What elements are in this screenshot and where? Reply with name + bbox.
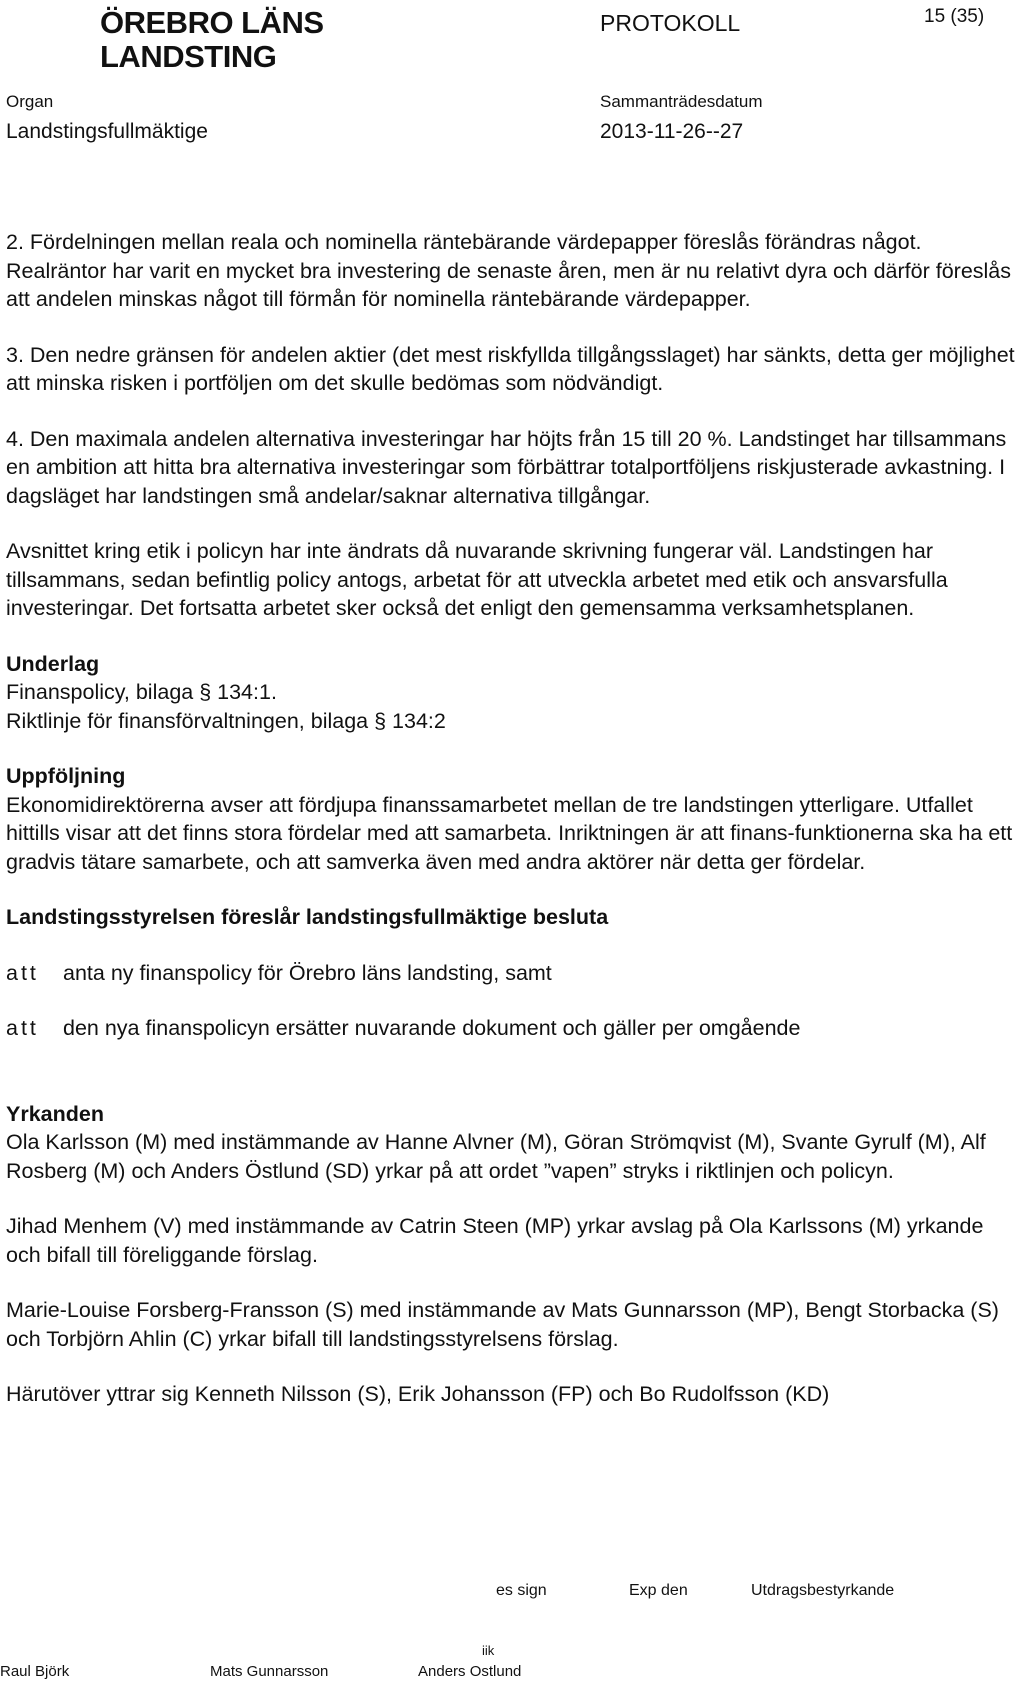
point-2-paragraph: 2. Fördelningen mellan reala och nominella räntebärande värdepapper föreslås förändras något. Realräntor har varit en mycket bra investering de senaste åren, men är nu relativt dyra och därför föreslås att andelen minskas något till förmån för nominella räntebärande värdepapper. bbox=[6, 230, 1012, 311]
footer-name-3: Anders Ostlund bbox=[418, 1663, 522, 1680]
underlag-heading: Underlag bbox=[6, 651, 100, 676]
underlag-item-2: Riktlinje för finansförvaltningen, bilaga § 134:2 bbox=[6, 708, 446, 733]
page-number: 15 (35) bbox=[924, 6, 985, 27]
att-clause-1 bbox=[6, 959, 1020, 988]
yrkande-paragraph-2: Jihad Menhem (V) med instämmande av Catrin Steen (MP) yrkar avslag på Ola Karlssons (M) yrkande och bifall till föreliggande förslag. bbox=[6, 1214, 984, 1267]
footer-utdrag-label: Utdragsbestyrkande bbox=[751, 1582, 895, 1599]
point-4-paragraph: 4. Den maximala andelen alternativa investeringar har höjts från 15 till 20 %. Landstinget har tillsammans en ambition att hitta bra alternativa investeringar som förbättrar totalportföljens riskjusterade avkastning. I dagsläget har landstingen små andelar/saknar alternativa tillgångar. bbox=[6, 426, 1007, 508]
yrkande-paragraph-1: Ola Karlsson (M) med instämmande av Hanne Alvner (M), Göran Strömqvist (M), Svante Gyrulf (M), Alf Rosberg (M) och Anders Östlund (SD) yrkar på att ordet ”vapen” stryks i riktlinjen och policyn. bbox=[6, 1130, 986, 1183]
uppfoljning-paragraph: Ekonomidirektörerna avser att fördjupa finanssamarbetet mellan de tre landstingen ytterligare. Utfallet hittills visar att det finns stora fördelar med att samarbeta. Inriktningen är att finans-funktionerna ska ha ett gradvis tätare samarbete, och att samverka även med andra aktörer när detta ger fördelar. bbox=[6, 792, 1013, 874]
organization-name bbox=[100, 6, 324, 74]
yrkande-paragraph-4: Härutöver yttrar sig Kenneth Nilsson (S), Erik Johansson (FP) och Bo Rudolfsson (KD) bbox=[6, 1382, 830, 1406]
footer-sign-label: es sign bbox=[496, 1582, 547, 1599]
proposal-heading: Landstingsstyrelsen föreslår landstingsfullmäktige besluta bbox=[6, 905, 609, 929]
organ-label: Organ bbox=[6, 92, 54, 111]
ethics-paragraph: Avsnittet kring etik i policyn har inte ändrats då nuvarande skrivning fungerar väl. Landstingen har tillsammans, sedan befintlig policy antogs, arbetat för att utveckla arbetet med etik och ansvarsfulla investeringar. Det fortsatta arbetet sker också det enligt den gemensamma verksamhetsplanen. bbox=[6, 539, 948, 620]
meeting-date-value: 2013-11-26--27 bbox=[600, 120, 744, 143]
footer-name-2: Mats Gunnarsson bbox=[210, 1663, 329, 1680]
point-3-paragraph: 3. Den nedre gränsen för andelen aktier (det mest riskfyllda tillgångsslaget) har sänkts, detta ger möjlighet att minska risken i portföljen om det skulle bedömas som nödvändigt. bbox=[6, 342, 1015, 395]
att-clause-text: anta ny finanspolicy för Örebro läns landsting, samt bbox=[63, 960, 552, 985]
att-clause-text: den nya finanspolicyn ersätter nuvarande dokument och gäller per omgående bbox=[63, 1016, 801, 1040]
organization-name-line2: LANDSTING bbox=[100, 39, 277, 74]
yrkanden-heading: Yrkanden bbox=[6, 1101, 104, 1126]
underlag-item-1: Finanspolicy, bilaga § 134:1. bbox=[6, 680, 277, 704]
att-keyword: att bbox=[6, 1016, 39, 1040]
footer-initials: iik bbox=[482, 1643, 495, 1658]
yrkande-paragraph-3: Marie-Louise Forsberg-Fransson (S) med instämmande av Mats Gunnarsson (MP), Bengt Storbacka (S) och Torbjörn Ahlin (C) yrkar bifall till landstingsstyrelsens förslag. bbox=[6, 1298, 999, 1351]
att-clause-2 bbox=[6, 1014, 1020, 1043]
meeting-date-label: Sammanträdesdatum bbox=[600, 92, 763, 111]
att-keyword: att bbox=[6, 960, 39, 985]
footer-exp-label: Exp den bbox=[629, 1582, 688, 1599]
organ-value: Landstingsfullmäktige bbox=[6, 120, 208, 143]
document-type: PROTOKOLL bbox=[600, 10, 741, 36]
organization-name-line1: ÖREBRO LÄNS bbox=[100, 5, 324, 40]
footer-name-1: Raul Björk bbox=[0, 1663, 70, 1680]
uppfoljning-heading: Uppföljning bbox=[6, 764, 126, 788]
main-content bbox=[6, 228, 1020, 1409]
